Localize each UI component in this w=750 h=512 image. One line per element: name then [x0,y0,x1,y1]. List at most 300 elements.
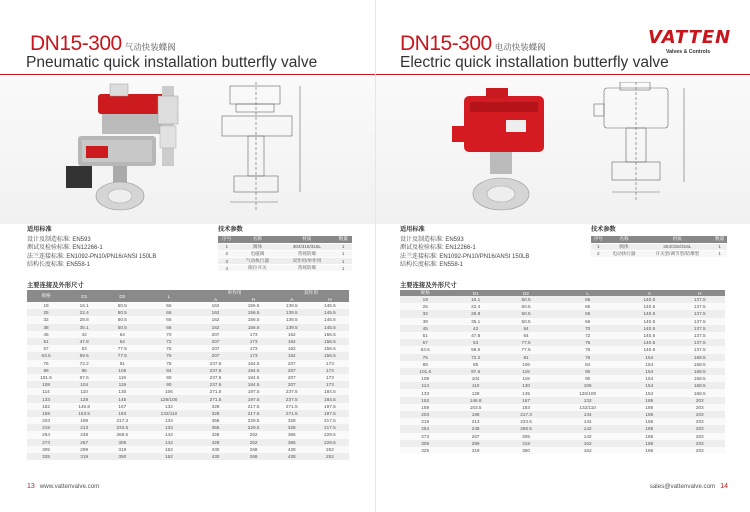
tech-row [591,243,727,250]
left-spec-line: 设计及制造标准: EN593 [27,236,91,243]
tech-cell: 1 [334,250,352,257]
dims-cell: 145 [501,389,551,396]
dims-cell: 162 [196,309,234,316]
dims-cell: 159 [27,410,65,417]
dims-cell: 271.5 [196,388,234,395]
dims-cell: 154 [624,354,674,361]
dims-cell: 22.4 [450,303,500,310]
tech-cell: 气动执行器 [236,258,280,265]
dims-row [400,375,725,382]
dims-cell: 156.5 [311,338,349,345]
dims-cell: 319 [103,446,141,453]
dims-cell: 203 [675,433,725,440]
dims-cell: 217.5 [235,403,273,410]
dims-cell: 137.5 [675,332,725,339]
dims-cell: 305 [27,446,65,453]
dims-header-cell: 规格 [27,290,65,302]
dims-cell: 217.5 [311,424,349,431]
dims-cell: 156.5 [311,331,349,338]
tech-cell: 双作用/单作用 [279,258,334,265]
dims-row [400,389,725,396]
left-tech-table [218,236,352,272]
tech-cell: 1 [712,243,727,250]
dims-cell: 319 [501,440,551,447]
dims-cell: 197.5 [311,410,349,417]
dims-row [27,360,349,367]
dims-cell: 137.5 [675,296,725,303]
dims-cell: 128 [65,395,103,402]
dims-row [400,361,725,368]
tech-cell: 电动执行器 [606,250,643,257]
dims-cell: 38 [27,324,65,331]
pneumatic-valve-drawing [210,82,320,222]
dims-cell: 162 [196,302,234,309]
dims-cell: 430 [196,446,234,453]
dims-cell: 72 [551,332,624,339]
dims-cell: 153.5 [65,410,103,417]
dims-cell: 328 [273,424,311,431]
dims-cell: 63.5 [27,352,65,359]
dims-cell: 319 [450,447,500,454]
dims-cell: 154 [624,382,674,389]
tech-cell: 1 [712,250,727,257]
tech-header-cell: 数量 [712,236,727,243]
dims-row [400,440,725,447]
dims-cell: 114 [400,382,450,389]
dims-cell: 271.5 [196,395,234,402]
dims-cell: 137.5 [675,325,725,332]
dims-cell: 90 [551,375,624,382]
dims-cell: 184.5 [235,381,273,388]
dims-cell: 168.5 [675,389,725,396]
dims-cell: 267 [65,439,103,446]
dims-row [27,410,349,417]
dims-cell: 162 [273,338,311,345]
dims-cell: 197.5 [235,395,273,402]
right-footer [650,483,728,490]
dims-cell: 77.5 [501,339,551,346]
dims-cell: 233.5 [103,424,141,431]
dims-cell: 70 [551,325,624,332]
right-spec-line: 法兰连接标准: EN1092-PN10/PN16/ANSI 150LB [400,253,530,260]
right-tech-heading: 技术参数 [591,226,616,233]
dims-cell: 114 [27,388,65,395]
dims-cell: 84 [551,361,624,368]
dims-cell: 35.1 [65,324,103,331]
dims-cell: 142 [141,439,196,446]
dims-cell: 145.5 [311,309,349,316]
dims-cell: 203 [675,425,725,432]
dims-cell: 305 [103,439,141,446]
dims-cell: 152 [400,397,450,404]
dims-cell: 167 [103,403,141,410]
dims-cell: 213 [450,418,500,425]
dims-cell: 72 [141,338,196,345]
dims-header-cell: D2 [103,290,141,302]
left-dims-table [27,290,349,460]
dims-cell: 140.5 [624,339,674,346]
dims-cell: 168.5 [675,368,725,375]
dims-cell: 139.5 [273,316,311,323]
dims-cell: 64 [501,332,551,339]
dims-cell: 154 [624,368,674,375]
dims-cell: 45 [27,331,65,338]
dims-cell: 132/110 [141,410,196,417]
dims-row [400,368,725,375]
dims-cell: 203 [675,440,725,447]
dims-cell: 267 [450,433,500,440]
dims-cell: 328 [196,410,234,417]
dims-cell: 168.5 [675,375,725,382]
dims-cell: 252 [311,453,349,460]
dims-cell: 146.8 [65,403,103,410]
dims-header-cell: 规格 [400,290,450,296]
dims-cell: 89 [27,367,65,374]
dims-row [27,453,349,460]
dims-row [400,397,725,404]
dims-cell: 84 [141,367,196,374]
dims-cell: 53 [65,345,103,352]
left-dims-block [27,290,349,460]
dims-cell: 106 [141,388,196,395]
dims-cell: 19 [400,296,450,303]
dims-cell: 19 [27,302,65,309]
dims-cell: 66 [141,309,196,316]
dims-cell: 140.5 [624,310,674,317]
dims-cell: 64 [501,325,551,332]
dims-cell: 42 [65,331,103,338]
dims-cell: 47.8 [450,332,500,339]
dims-cell: 89 [400,361,450,368]
dims-cell: 145.5 [311,324,349,331]
dims-cell: 25 [400,303,450,310]
dims-cell: 159 [400,404,450,411]
dims-cell: 76 [141,345,196,352]
dims-cell: 76 [551,346,624,353]
tech-cell: 2 [218,250,236,257]
dims-cell: 305 [501,433,551,440]
tech-header-row [218,236,352,243]
dims-cell: 237.5 [196,367,234,374]
dims-cell: 156.5 [311,345,349,352]
dims-cell: 66 [141,316,196,323]
dims-row [400,382,725,389]
dims-cell: 207 [273,360,311,367]
dims-cell: 70 [141,331,196,338]
dims-cell: 142 [551,433,624,440]
dims-cell: 126/100 [551,389,624,396]
dims-cell: 305 [400,440,450,447]
dims-row [27,388,349,395]
dims-cell: 252 [311,446,349,453]
tech-row [218,265,352,272]
dims-row [27,324,349,331]
dims-cell: 66 [551,303,624,310]
dims-row [400,318,725,325]
dims-cell: 76 [551,339,624,346]
dims-cell: 167 [501,397,551,404]
dims-cell: 237.5 [273,395,311,402]
left-dims-heading: 主要连接及外形尺寸 [27,282,84,289]
dims-cell: 299 [65,446,103,453]
tech-cell: 阀体 [236,243,280,250]
dims-cell: 168.5 [675,354,725,361]
dims-cell: 217.5 [311,417,349,424]
dims-cell: 173 [235,345,273,352]
left-title [30,32,176,56]
dims-cell: 197.5 [235,388,273,395]
dims-cell: 198 [450,411,500,418]
dims-cell: 186 [624,397,674,404]
dims-cell: 132 [141,403,196,410]
dims-cell: 156.5 [311,352,349,359]
dims-cell: 268.5 [501,425,551,432]
dims-row [27,302,349,309]
dims-cell: 63.5 [400,346,450,353]
dims-cell: 35.1 [450,318,500,325]
dims-row [27,309,349,316]
dims-row [27,417,349,424]
dims-cell: 142 [141,431,196,438]
dims-cell: 140.5 [624,296,674,303]
right-dims-heading: 主要连接及外形尺寸 [400,282,457,289]
dims-cell: 119 [501,375,551,382]
right-spec-heading: 适用标准 [400,226,425,233]
dims-cell: 229.5 [235,424,273,431]
dims-cell: 428 [273,453,311,460]
electric-valve-image [446,76,576,224]
right-title-model: DN15-300 [400,32,492,55]
dims-cell: 248 [450,425,500,432]
tech-cell: 1 [218,243,236,250]
dims-cell: 168.5 [675,361,725,368]
dims-cell: 28.8 [450,310,500,317]
brand-logo-word: VATTEN [648,27,732,48]
dims-cell: 350 [103,453,141,460]
dims-cell: 154 [624,361,674,368]
dims-cell: 248 [65,431,103,438]
tech-row [591,250,727,257]
dims-cell: 217.3 [103,417,141,424]
dims-cell: 366 [196,424,234,431]
dims-row [27,424,349,431]
dims-cell: 173 [235,352,273,359]
dims-cell: 254 [27,431,65,438]
dims-cell: 198 [65,417,103,424]
dims-cell: 366 [273,439,311,446]
dims-cell: 16.1 [65,302,103,309]
dims-cell: 186 [624,440,674,447]
dims-cell: 153.5 [450,404,500,411]
dims-cell: 101.6 [400,368,450,375]
dims-cell: 139.5 [273,309,311,316]
dims-cell: 142 [551,425,624,432]
dims-cell: 173 [311,381,349,388]
tech-cell: 开关型/调节型/防爆型 [642,250,712,257]
dims-cell: 366 [196,417,234,424]
right-spec-line: 结构长度标准: EN558-1 [400,262,464,269]
dims-row [400,332,725,339]
dims-cell: 219 [400,418,450,425]
dims-subheader-cell: A [273,296,311,302]
dims-cell: 156.5 [235,324,273,331]
dims-cell: 252 [235,439,273,446]
tech-row [218,250,352,257]
tech-cell: 1 [591,243,606,250]
dims-cell: 186 [624,418,674,425]
dims-cell: 45 [400,325,450,332]
dims-row [400,425,725,432]
dims-cell: 183 [501,404,551,411]
dims-cell: 184.5 [235,360,273,367]
dims-row [27,374,349,381]
dims-cell: 207 [273,374,311,381]
dims-cell: 273 [27,439,65,446]
dims-cell: 137.5 [675,310,725,317]
dims-cell: 229.5 [311,439,349,446]
dims-cell: 229.5 [311,431,349,438]
dims-cell: 110 [65,388,103,395]
dims-cell: 133 [27,395,65,402]
dims-cell: 203 [27,417,65,424]
dims-cell: 217.3 [501,411,551,418]
dims-cell: 91 [103,360,141,367]
dims-cell: 162 [551,447,624,454]
dims-cell: 134 [551,418,624,425]
dims-cell: 76 [141,360,196,367]
dims-cell: 90 [551,368,624,375]
dims-row [400,404,725,411]
dims-cell: 139.5 [273,324,311,331]
dims-row [400,447,725,454]
dims-row [27,367,349,374]
dims-cell: 254 [400,425,450,432]
tech-cell: 限位开关 [236,265,280,272]
dims-cell: 50.5 [501,310,551,317]
left-spec-line: 法兰连接标准: EN1092-PN10/PN16/ANSI 150LB [27,253,157,260]
dims-cell: 186 [624,433,674,440]
dims-cell: 57 [27,345,65,352]
dims-cell: 50.5 [501,303,551,310]
dims-cell: 42 [450,325,500,332]
dims-cell: 328 [196,403,234,410]
dims-cell: 203 [675,397,725,404]
tech-header-cell: 名称 [606,236,643,243]
dims-cell: 139.5 [273,302,311,309]
dims-cell: 173 [311,367,349,374]
dims-cell: 108 [27,381,65,388]
dims-cell: 72.2 [450,354,500,361]
dims-cell: 162 [273,352,311,359]
dims-cell: 184.5 [311,388,349,395]
dims-cell: 217.5 [235,410,273,417]
dims-row [400,411,725,418]
dims-cell: 110 [450,382,500,389]
dims-cell: 162 [141,453,196,460]
dims-cell: 50.5 [103,316,141,323]
dims-header-cell: A [624,290,674,296]
dims-cell: 91 [501,354,551,361]
dims-cell: 207 [196,352,234,359]
right-spec-line: 设计及制造标准: EN593 [400,236,464,243]
dims-cell: 134 [551,411,624,418]
dims-row [400,310,725,317]
left-tech-block [218,224,352,272]
dims-cell: 90 [141,381,196,388]
dims-cell: 184.5 [311,395,349,402]
dims-row [27,345,349,352]
dims-row [400,354,725,361]
dims-row [27,352,349,359]
left-footer [27,483,99,490]
dims-cell: 173 [311,360,349,367]
dims-cell: 51 [400,332,450,339]
dims-cell: 66 [551,318,624,325]
dims-cell: 207 [196,331,234,338]
dims-cell: 207 [196,338,234,345]
dims-cell: 50.5 [501,318,551,325]
dims-cell: 126/100 [141,395,196,402]
dims-cell: 252 [235,431,273,438]
brand-logo [648,29,730,59]
dims-cell: 108 [400,375,450,382]
dims-cell: 90 [141,374,196,381]
dims-cell: 64 [103,331,141,338]
dims-group-header: 双作用 [273,290,349,296]
right-tech-block [591,224,727,258]
dims-cell: 271.5 [273,410,311,417]
dims-cell: 156.5 [235,302,273,309]
left-tech-heading: 技术参数 [218,226,243,233]
dims-cell: 299 [450,440,500,447]
dims-cell: 132 [551,397,624,404]
dims-cell: 162 [273,331,311,338]
dims-cell: 273 [400,433,450,440]
dims-row [27,403,349,410]
dims-cell: 77.5 [103,352,141,359]
dims-row [400,433,725,440]
dims-cell: 140.5 [624,303,674,310]
right-page-number: 14 [720,483,728,490]
dims-row [27,338,349,345]
dims-cell: 162 [551,440,624,447]
dims-cell: 25 [27,309,65,316]
dims-cell: 134 [141,417,196,424]
right-tech-table [591,236,727,258]
dims-cell: 173 [311,374,349,381]
dims-cell: 140.5 [624,325,674,332]
dims-cell: 97.6 [65,374,103,381]
tech-header-cell: 数量 [334,236,352,243]
dims-row [400,325,725,332]
dims-cell: 428 [196,439,234,446]
dims-cell: 140.5 [624,332,674,339]
right-title [400,32,546,56]
dims-cell: 207 [196,345,234,352]
dims-group-header: 单作用 [196,290,272,296]
dims-cell: 366 [273,431,311,438]
dims-cell: 72.2 [65,360,103,367]
dims-cell: 64 [103,338,141,345]
tech-cell: 常规防爆 [279,250,334,257]
tech-header-cell: 材质 [279,236,334,243]
dims-cell: 203 [675,447,725,454]
tech-cell: 3 [218,258,236,265]
right-spec-line: 测试及检验标准: EN12266-1 [400,245,476,252]
dims-cell: 237.5 [196,381,234,388]
dims-cell: 130 [103,388,141,395]
dims-cell: 233.5 [501,418,551,425]
